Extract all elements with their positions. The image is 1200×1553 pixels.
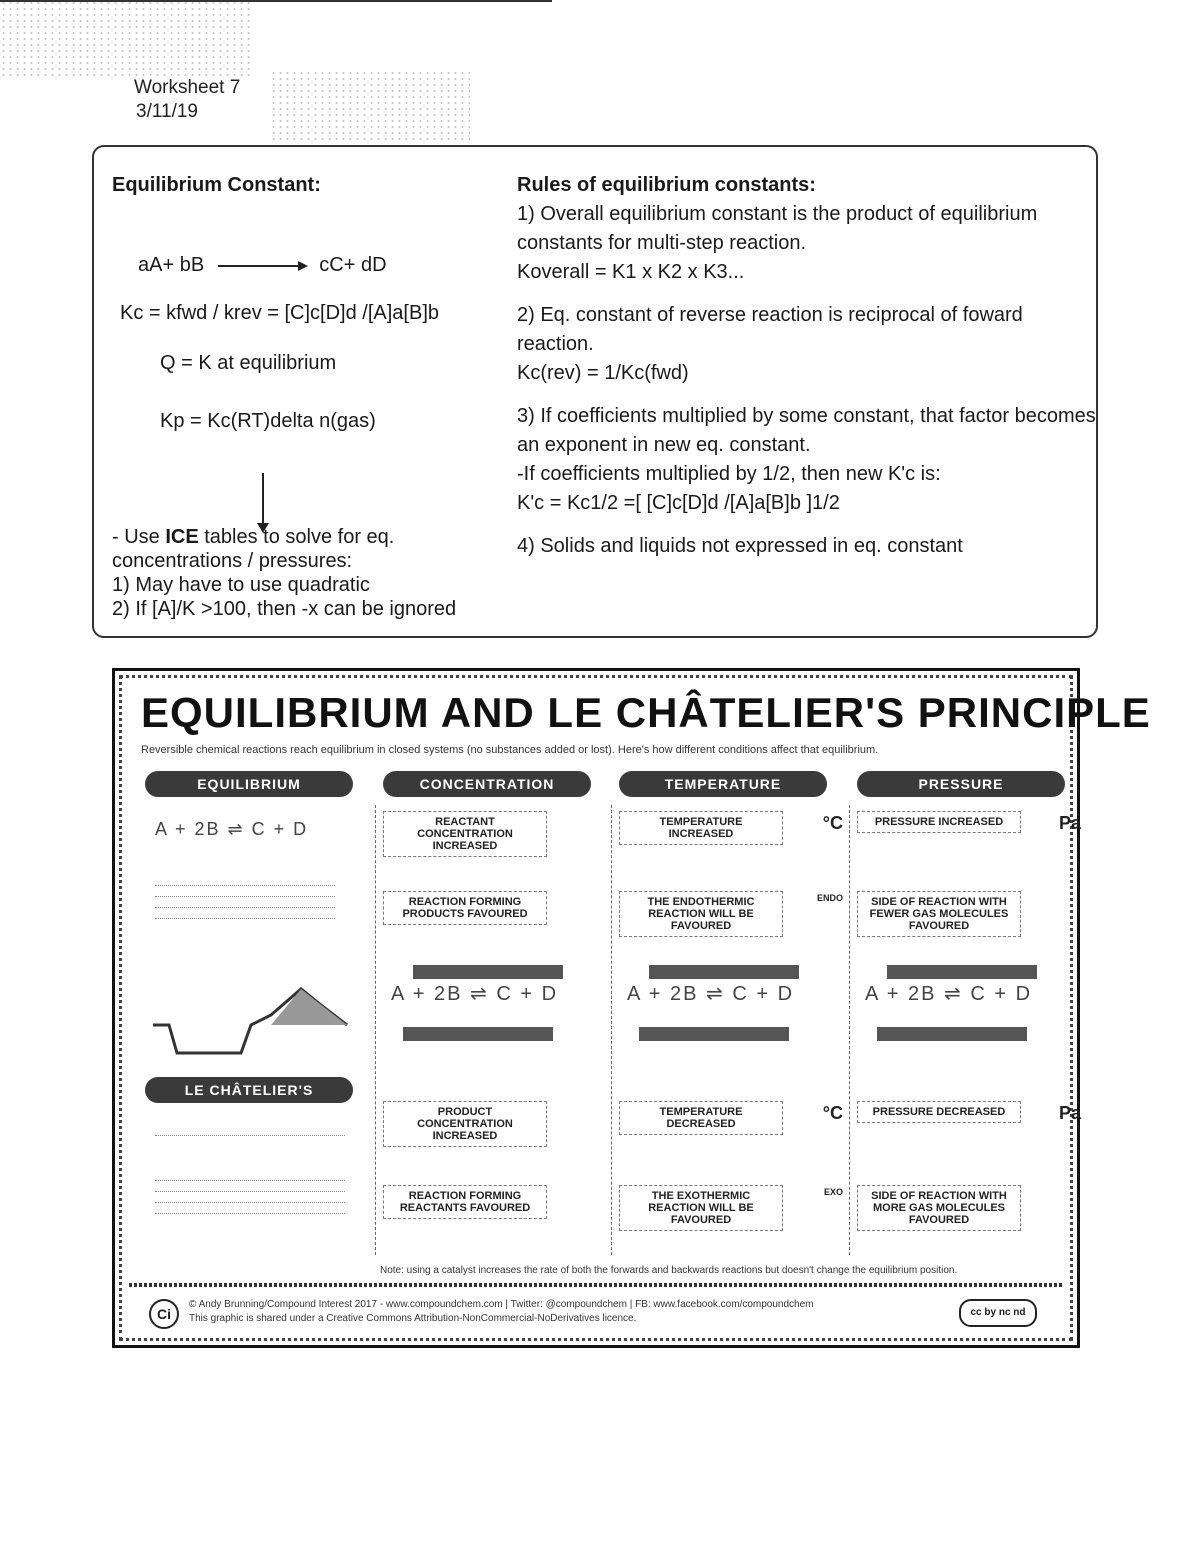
- temperature-decreased-label: TEMPERATURE DECREASED: [619, 1101, 783, 1135]
- rule-2-equation: Kc(rev) = 1/Kc(fwd): [517, 362, 689, 384]
- reaction-reactants-favoured-label: REACTION FORMING REACTANTS FAVOURED: [383, 1185, 547, 1219]
- concentration-increased-label: REACTANT CONCENTRATION INCREASED: [383, 811, 547, 857]
- worksheet-title: Worksheet 7: [134, 77, 241, 98]
- compound-interest-logo: Ci: [149, 1299, 179, 1329]
- pressure-down-icon: Pa: [1058, 1103, 1081, 1123]
- notes-box: [92, 145, 1098, 638]
- rules-column: [517, 171, 1097, 575]
- pressure-equation: A + 2B ⇌ C + D: [865, 983, 1033, 1005]
- rule-1: [517, 200, 1097, 287]
- ice-heading-prefix: - Use: [112, 526, 166, 548]
- temperature-decreased: [619, 1101, 843, 1135]
- footer-separator: [129, 1283, 1063, 1287]
- ice-heading: [112, 525, 482, 573]
- product-increased: [383, 1101, 607, 1147]
- reaction-reactants-favoured: [383, 1185, 607, 1219]
- kc-expression: Kc = kfwd / krev = [C]c[D]d /[A]a[B]b: [120, 302, 440, 324]
- more-molecules-favoured-label: SIDE OF REACTION WITH MORE GAS MOLECULES FAVOURED: [857, 1185, 1021, 1231]
- ice-tables-note: [112, 525, 482, 621]
- rule-3-text: 3) If coefficients multiplied by some constant, that factor becomes an exponent in new eq. constant.: [517, 405, 1096, 456]
- fewer-molecules-favoured: [857, 891, 1081, 937]
- section-le-chatelier: LE CHÂTELIER'S PRINCIPLE: [145, 1077, 353, 1103]
- equilibrium-equation: A + 2B ⇌ C + D: [155, 819, 309, 839]
- shift-right-bar: [413, 965, 563, 979]
- ice-point-1: 1) May have to use quadratic: [112, 574, 370, 596]
- section-equilibrium: EQUILIBRIUM: [145, 771, 353, 797]
- rules-title: Rules of equilibrium constants:: [517, 174, 816, 196]
- section-pressure: PRESSURE: [857, 771, 1065, 797]
- thermometer-down-icon: °C: [822, 1103, 843, 1123]
- pressure-decreased-label: PRESSURE DECREASED: [857, 1101, 1021, 1123]
- exothermic-favoured: [619, 1185, 843, 1231]
- down-arrow-icon: [262, 473, 264, 529]
- pressure-column: [857, 805, 1081, 1255]
- more-molecules-favoured: [857, 1185, 1081, 1231]
- rule-2-text: 2) Eq. constant of reverse reaction is reciprocal of foward reaction.: [517, 304, 1023, 355]
- general-reaction: [138, 253, 387, 277]
- pressure-up-icon: Pa: [1058, 813, 1081, 833]
- infographic-title: EQUILIBRIUM AND LE CHÂTELIER'S PRINCIPLE: [141, 689, 1151, 736]
- rule-4: [517, 532, 1097, 561]
- pressure-shift-bar: [887, 965, 1037, 979]
- rule-4-text: 4) Solids and liquids not expressed in eq. constant: [517, 535, 963, 557]
- thermometer-up-icon: °C: [822, 813, 843, 833]
- kp-expression: Kp = Kc(RT)delta n(gas): [160, 410, 376, 432]
- temperature-increased: [619, 811, 843, 845]
- rule-2: [517, 301, 1097, 388]
- temperature-equation: A + 2B ⇌ C + D: [627, 983, 795, 1005]
- reaction-products: cC+ dD: [319, 254, 387, 276]
- infographic-subtitle: Reversible chemical reactions reach equilibrium in closed systems (no substances added or lost). Here's how different conditions affect that equilibrium.: [141, 744, 879, 756]
- rule-3-equation: K'c = Kc1/2 =[ [C]c[D]d /[A]a[B]b ]1/2: [517, 492, 840, 514]
- fewer-molecules-favoured-label: SIDE OF REACTION WITH FEWER GAS MOLECULES FAVOURED: [857, 891, 1021, 937]
- endothermic-favoured-label: THE ENDOTHERMIC REACTION WILL BE FAVOURED: [619, 891, 783, 937]
- scan-noise: [270, 70, 470, 140]
- reaction-products-favoured: [383, 891, 607, 925]
- temp-shift-back-bar: [639, 1027, 789, 1041]
- catalyst-note: Note: using a catalyst increases the rate of both the forwards and backwards reactions but doesn't change the equilibrium position.: [380, 1265, 958, 1276]
- q-equals-k: Q = K at equilibrium: [160, 352, 337, 374]
- endo-icon: ENDO: [816, 893, 843, 903]
- temperature-increased-label: TEMPERATURE INCREASED: [619, 811, 783, 845]
- shift-left-bar: [403, 1027, 553, 1041]
- concentration-equation: A + 2B ⇌ C + D: [391, 983, 559, 1005]
- reaction-reactants: aA+ bB: [138, 254, 205, 276]
- credit-line-1: © Andy Brunning/Compound Interest 2017 - www.compoundchem.com | Twitter: @compoundchem | FB: www.facebook.com/compoundchem: [189, 1299, 814, 1310]
- temp-shift-bar: [649, 965, 799, 979]
- ice-word: ICE: [165, 526, 199, 548]
- equilibrium-description-lines: [155, 881, 335, 929]
- pressure-increased: [857, 811, 1081, 833]
- section-concentration: CONCENTRATION: [383, 771, 591, 797]
- reaction-products-favoured-label: REACTION FORMING PRODUCTS FAVOURED: [383, 891, 547, 925]
- exothermic-favoured-label: THE EXOTHERMIC REACTION WILL BE FAVOURED: [619, 1185, 783, 1231]
- rule-1-equation: Koverall = K1 x K2 x K3...: [517, 261, 745, 283]
- le-chatelier-description-lines: [155, 1131, 345, 1224]
- scan-noise: [0, 0, 250, 80]
- pressure-increased-label: PRESSURE INCREASED: [857, 811, 1021, 833]
- endothermic-favoured: [619, 891, 843, 937]
- exo-icon: EXO: [823, 1187, 843, 1197]
- rule-1-text: 1) Overall equilibrium constant is the product of equilibrium constants for multi-step reaction.: [517, 203, 1038, 254]
- ice-heading-suffix: tables to solve for eq. concentrations / pressures:: [112, 526, 395, 572]
- credit-text: [189, 1298, 814, 1326]
- concentration-column: [383, 805, 607, 1255]
- product-increased-label: PRODUCT CONCENTRATION INCREASED: [383, 1101, 547, 1147]
- creative-commons-icon: cc by nc nd: [959, 1299, 1037, 1327]
- equilibrium-constant-title: Equilibrium Constant:: [112, 174, 321, 196]
- worksheet-header: [134, 76, 240, 124]
- pressure-decreased: [857, 1101, 1081, 1123]
- credit-line-2: This graphic is shared under a Creative Commons Attribution-NonCommercial-NoDerivatives licence.: [189, 1313, 637, 1324]
- pressure-shift-back-bar: [877, 1027, 1027, 1041]
- hill-illustration: [151, 975, 351, 1055]
- worksheet-date: 3/11/19: [136, 101, 198, 122]
- concentration-increased: [383, 811, 607, 857]
- temperature-column: [619, 805, 843, 1255]
- ice-point-2: 2) If [A]/K >100, then -x can be ignored: [112, 598, 457, 620]
- section-temperature: TEMPERATURE: [619, 771, 827, 797]
- equilibrium-constant-column: [112, 173, 492, 620]
- le-chatelier-infographic: [112, 668, 1151, 1348]
- rule-3-half: -If coefficients multiplied by 1/2, then new K'c is:: [517, 463, 941, 485]
- reaction-arrow-icon: [218, 265, 306, 267]
- rule-3: [517, 402, 1097, 518]
